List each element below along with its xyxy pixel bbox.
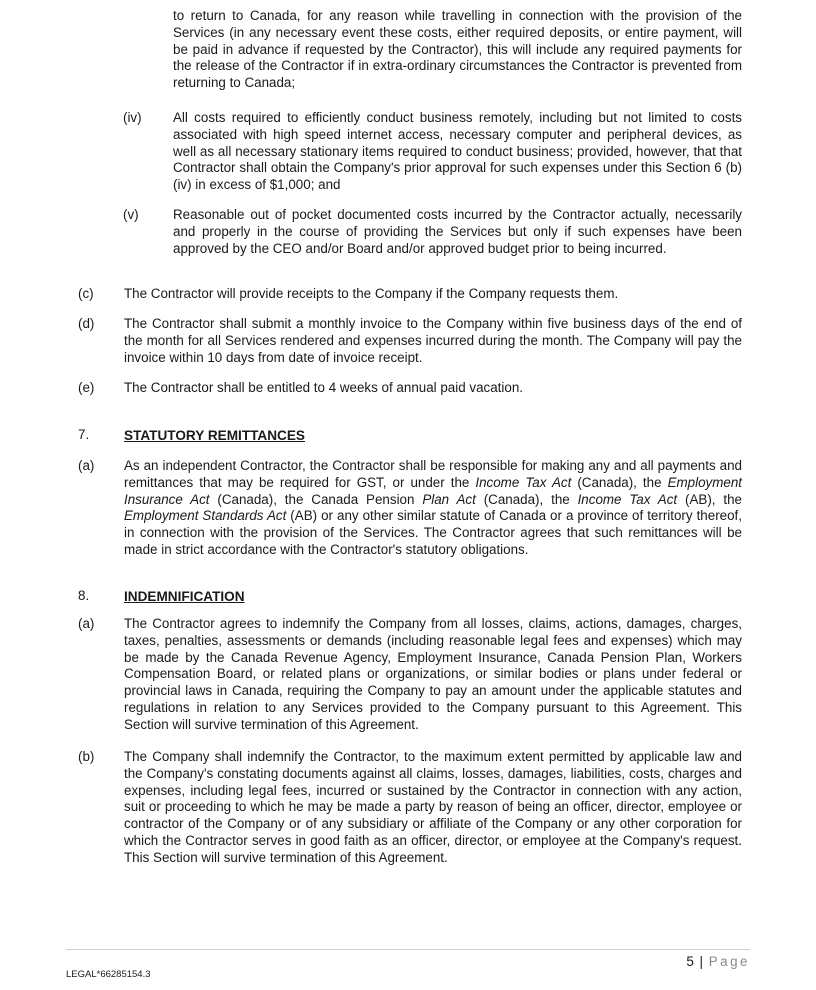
section-8b-text: The Company shall indemnify the Contractor, to the maximum extent permitted by applicable law and the Company's constating documents against all claims, losses, damages, liabilities, costs, charges and expenses, including legal fees, incurred or sustained by the Contractor in connection with any action, suit or proceeding to which he may be made a party by reason of being an officer, director, employee or contractor of the Company or of any subsidiary or affiliate of the Company or any other corporation for which the Contractor serves in good faith as an officer, director, or employee at the Company's request. This Section will survive termination of this Agreement. xyxy=(124,749,742,865)
sub-item-v-text: Reasonable out of pocket documented costs incurred by the Contractor actually, necessarily and properly in the course of providing the Services but only if such expenses have been approved by the CEO and/or Board and/or approved budget prior to being incurred. xyxy=(173,207,742,256)
section-8-number: 8. xyxy=(78,588,90,603)
section-7-number: 7. xyxy=(78,427,90,442)
act-pension-plan: Plan Act xyxy=(422,491,476,507)
act-employment-insurance: Employment Insurance Act xyxy=(124,474,742,507)
section-8-title: INDEMNIFICATION xyxy=(124,589,245,604)
para-c-text: The Contractor will provide receipts to the Company if the Company requests them. xyxy=(124,286,619,301)
sub-item-iv-label: (iv) xyxy=(123,110,142,125)
section-8a-label: (a) xyxy=(78,616,95,631)
para-e-label: (e) xyxy=(78,380,95,395)
act-income-tax-ab: Income Tax Act xyxy=(577,491,678,507)
para-d-label: (d) xyxy=(78,316,95,331)
document-id: LEGAL*66285154.3 xyxy=(66,969,151,980)
sub-item-iv-text: All costs required to efficiently conduct business remotely, including but not limited to costs associated with high speed internet access, necessary computer and peripheral devices, as well as all necessary stationary items required to conduct business; provided, however, that that Contractor shall obtain the Company's prior approval for such expenses under this Section 6 (b)(iv) in excess of $1,000; and xyxy=(173,110,742,193)
section-8b-label: (b) xyxy=(78,749,95,764)
section-8a-text: The Contractor agrees to indemnify the Company from all losses, claims, actions, damages, charges, taxes, penalties, assessments or demands (including reasonable legal fees and expenses) which may be made by the Canada Revenue Agency, Employment Insurance, Canada Pension Plan, Workers Compensation Board, or related plans or organizations, or similar bodies or plans under federal or provincial laws in Canada, requiring the Company to pay an amount under the applicable statutes and regulations in relation to any Services provided to the Company pursuant to this Agreement. This Section will survive termination of this Agreement. xyxy=(124,616,742,732)
act-employment-standards: Employment Standards Act xyxy=(124,508,287,524)
para-d-text: The Contractor shall submit a monthly invoice to the Company within five business days of the end of the month for all Services rendered and expenses incurred during the month. The Company will pay the invoice within 10 days from date of invoice receipt. xyxy=(124,316,742,365)
act-income-tax: Income Tax Act xyxy=(475,474,572,490)
footer-divider xyxy=(66,949,750,950)
section-7a-label: (a) xyxy=(78,458,95,473)
sub-item-v-label: (v) xyxy=(123,207,139,222)
para-c-label: (c) xyxy=(78,286,94,301)
continued-paragraph: to return to Canada, for any reason while travelling in connection with the provision of the Services (in any necessary event these costs, either required deposits, or entire payment, will be paid in advance if requested by the Contractor), this will include any required payments for the release of the Contractor if in extra-ordinary circumstances the Contractor is prevented from returning to Canada; xyxy=(173,8,742,91)
page-number: 5 | Page xyxy=(686,954,750,969)
section-7a-text: As an independent Contractor, the Contractor shall be responsible for making any and all payments and remittances that may be required for GST, or under the Income Tax Act (Canada), the Employment Insurance Act (Canada), the Canada Pension Plan Act (Canada), the Income Tax Act (AB), the Employment Standards Act (AB) or any other similar statute of Canada or a province of territory thereof, in connection with the provision of the Services. The Contractor agrees that such remittances will be made in strict accordance with the Contractor's statutory obligations. xyxy=(124,458,742,557)
section-7-title: STATUTORY REMITTANCES xyxy=(124,428,305,443)
para-e-text: The Contractor shall be entitled to 4 weeks of annual paid vacation. xyxy=(124,380,523,395)
